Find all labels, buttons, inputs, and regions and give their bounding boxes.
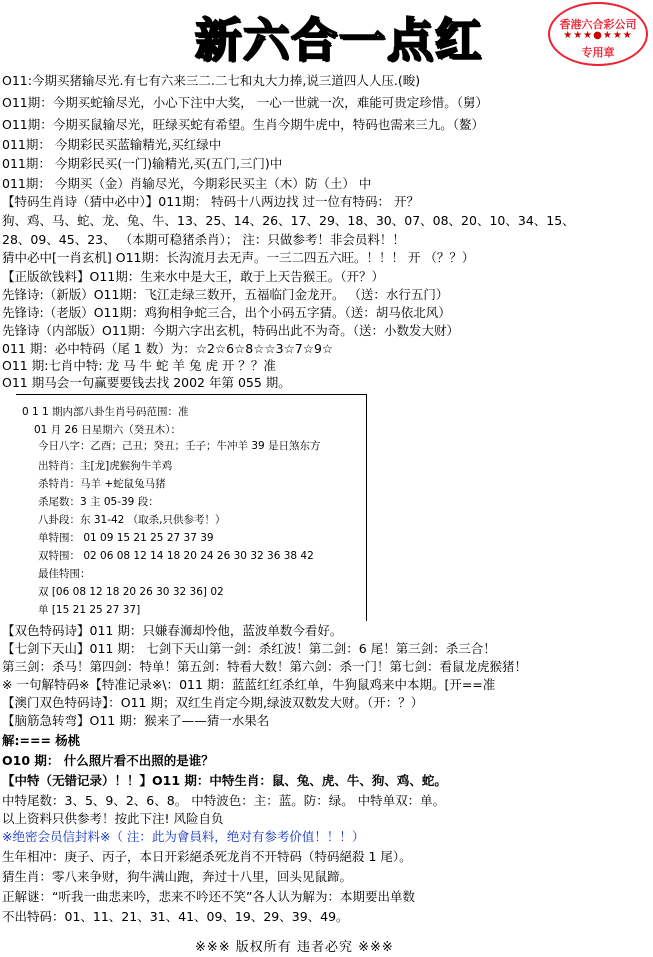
content-line: 正解谜：“听我一曲悲来吟，悲来不吟还不笑”各人认为解为：本期要出单数 (2, 889, 415, 904)
box-line: 杀特肖：马羊 +蛇鼠兔马猪 (38, 478, 166, 490)
content-line: 【双色特码诗】011 期：只嫌春浉却怜他，蓝波单数今看好。 (2, 623, 343, 638)
page-title: 新六合一点红 (195, 13, 483, 67)
seal-stars: ★★★●★★★ (563, 30, 633, 41)
seal-bottom-text: 专用章 (581, 46, 615, 59)
content-line: 先锋诗:（新版）O11期：飞江走绿三数开，五福临门金龙开。 （送：水行五门） (2, 287, 449, 302)
company-seal (548, 2, 648, 66)
content-line: 【七剑下天山】011 期： 七剑下天山第一剑：杀红波！第二剑：6 尾！第三剑：杀三合！ (2, 641, 496, 656)
content-line: 011期： 今期彩民买蓝输精光,买红绿中 (2, 137, 222, 152)
content-line: O11期：今期买蛇输尽光，小心下注中大奖， 一心一世就一次，难能可贵定珍惜。（舅） (2, 95, 488, 110)
box-line: 01 月 26 日星期六（癸丑木）： (34, 424, 181, 436)
bagua-info-box (16, 394, 367, 621)
content-line: 以上资料只供参考！按此下注! 风险自负 (2, 811, 224, 826)
box-line: 八卦段：东 31-42 （取杀,只供参考！） (38, 514, 226, 526)
content-line: ※绝密会员信封料※（ 注：此为會員料，绝对有参考价值！！！） (2, 829, 365, 844)
content-line: 先锋诗（内部版）O11期：今期六字出玄机，特码出此不为奇。（送：小数发大财） (2, 323, 459, 338)
content-line: 011期： 今期彩民买(一门)输精光,买(五门,三门)中 (2, 156, 283, 171)
content-line: O11期：今期买鼠输尽光，旺绿买蛇有希望。生肖今期牛虎中，特码也需来三九。（鳌） (2, 117, 484, 132)
box-line: 双 [06 08 12 18 20 26 30 32 36] 02 (38, 586, 224, 598)
content-line: 生年相冲：庚子、丙子，本日开彩絕杀死龙肖不开特码（特码絕殺 1 尾）。 (2, 849, 412, 864)
content-line: 第三剑：杀马！第四剑：特单！第五剑：特看大数！第六剑：杀一门！第七剑：看鼠龙虎猴猪！ (2, 659, 528, 674)
content-line: 【中特（无错记录）！！】O11 期：中特生肖：鼠、兔、虎、牛、狗、鸡、蛇。 (2, 773, 447, 788)
content-line: O10 期： 什么照片看不出照的是谁？ (2, 753, 214, 768)
content-line: 中特尾数：3、5、9、2、6、8。 中特波色：主：蓝。防：绿。 中特单双：单。 (2, 793, 446, 808)
content-line: 【正版欲钱料】O11期：生来水中是大王，敢于上天告猴王。（开？） (2, 269, 384, 284)
content-line: O11 期马会一句赢要要钱去找 2002 年第 055 期。 (2, 375, 291, 390)
box-line: 最佳特围： (38, 568, 91, 580)
box-line: 双特围： 02 06 08 12 14 18 20 24 26 30 32 36 38 42 (38, 550, 314, 562)
seal-top-text: 香港六合彩公司 (559, 18, 637, 31)
content-line: 011期： 今期买（金）肖输尽光，今期彩民买主（木）防（土） 中 (2, 176, 372, 191)
box-line: 今日八字：乙酉；己丑；癸丑；壬子；牛冲羊 39 是日煞东方 (38, 440, 321, 452)
content-line: O11 期:七肖中特: 龙 马 牛 蛇 羊 兔 虎 开 ？？准 (2, 358, 276, 373)
content-line: 28、09、45、23、 （本期可稳猪杀肖）； 注：只做参考！非会员料！！ (2, 232, 405, 247)
box-line: 0 1 1 期内部八卦生肖号码范围：准 (22, 406, 189, 418)
box-line: 单 [15 21 25 27 37] (38, 604, 141, 616)
content-line: 011 期：必中特码（尾 1 数）为：☆2☆6☆8☆☆3☆7☆9☆ (2, 341, 334, 356)
content-line: 猜生肖：零八来争财，狗牛满山跑，奔过十八里，回头见鼠蹄。 (2, 869, 353, 884)
box-line: 杀尾数：3 主 05-39 段： (38, 496, 159, 508)
copyright-footer: ※※※ 版权所有 违者必究 ※※※ (195, 940, 394, 955)
content-line: 解:=== 杨桃 (2, 733, 81, 748)
content-line: 不出特码：01、11、21、31、41、09、19、29、39、49。 (2, 909, 349, 924)
content-line: 【特码生肖诗（猜中必中）】011期： 特码十八两边找 过一位有特码： 开？ (2, 194, 420, 209)
content-line: 猜中必中[一肖玄机] O11期：长沟流月去无声。一三二四五六旺。！！！ 开 （？？） (2, 250, 475, 265)
content-line: 狗、鸡、马、蛇、龙、兔、牛、13、25、14、26、17、29、18、30、07、08、20、10、34、15、 (2, 213, 575, 228)
content-line: ※ 一句解特码※【特准记录※\：011 期：蓝蓝红红杀红单，牛狗鼠鸡来中本期。[开==准 (2, 677, 496, 692)
content-line: O11:今期买猪输尽光.有七有六来三二.二七和丸大力捧,说三道四人人压.(畯) (2, 73, 421, 88)
content-line: 【脑筋急转弯】O11 期：猴来了——猜一水果名 (2, 713, 270, 728)
content-line: 【澳门双色特码诗】：O11 期；双红生肖定今期,绿波双数发大财。（开：？） (2, 695, 424, 710)
content-line: 先锋诗:（老版）O11期：鸡狗相争蛇三合，出个小码五字猜。（送：胡马依北风） (2, 305, 451, 320)
box-line: 出特肖：主[龙]虎猴狗牛羊鸡 (38, 460, 173, 472)
box-line: 单特围： 01 09 15 21 25 27 37 39 (38, 532, 214, 544)
